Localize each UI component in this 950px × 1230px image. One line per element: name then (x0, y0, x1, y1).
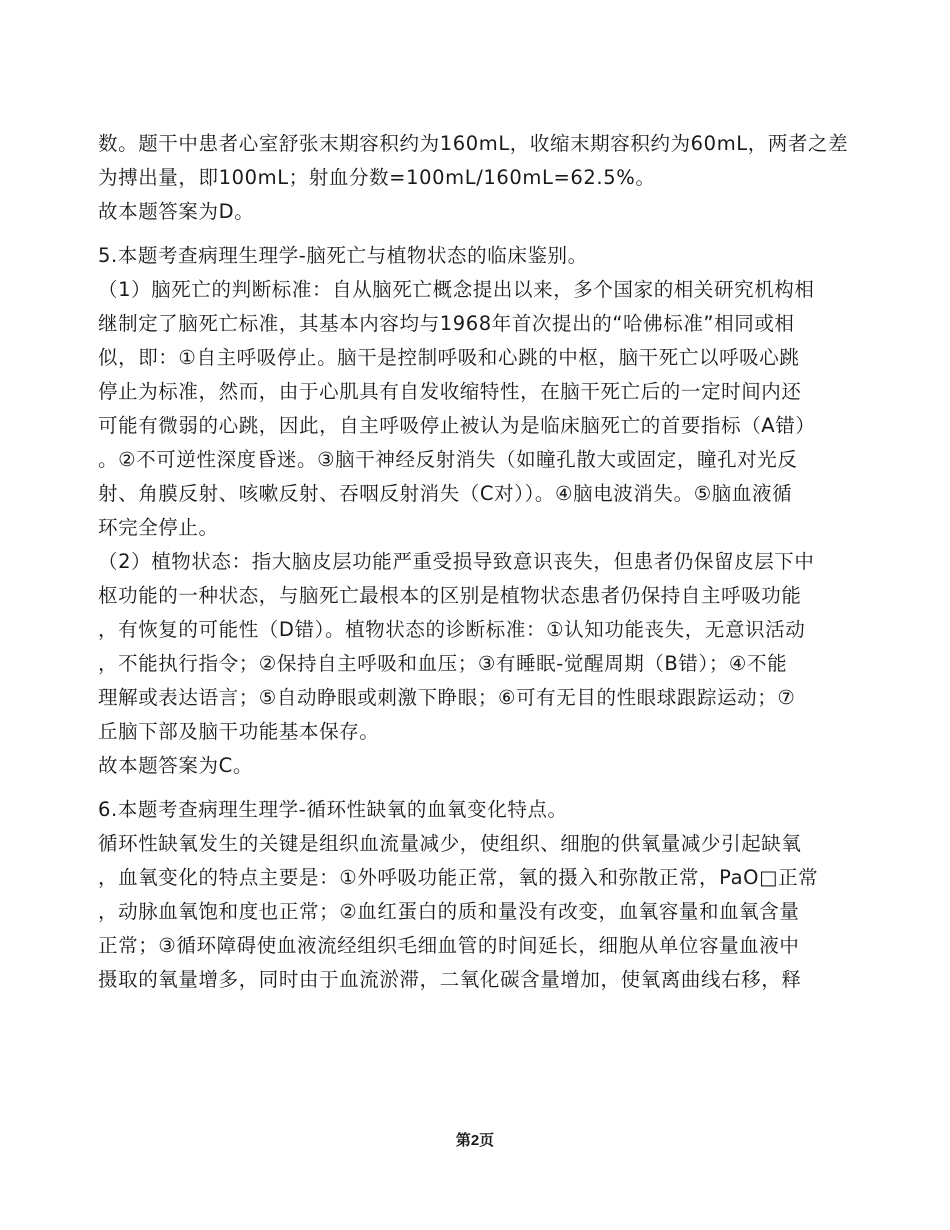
paragraph-gap (98, 229, 870, 239)
text-line: 环完全停止。 (98, 516, 219, 539)
section-heading: 6.本题考查病理生理学-循环性缺氧的血氧变化特点。 (98, 798, 568, 821)
text-line: 。②不可逆性深度昏迷。③脑干神经反射消失（如瞳孔散大或固定，瞳孔对光反 (98, 448, 798, 471)
text-line: 循环性缺氧发生的关键是组织血流量减少，使组织、细胞的供氧量减少引起缺氧 (98, 832, 802, 855)
paragraph-gap (98, 783, 870, 793)
text-line: 理解或表达语言；⑤自动睁眼或刺激下睁眼；⑥可有无目的性眼球跟踪运动；⑦ (98, 686, 796, 709)
document-body (98, 127, 870, 997)
text-line: 射、角膜反射、咳嗽反射、吞咽反射消失（C对））。④脑电波消失。⑤脑血液循 (98, 482, 793, 505)
text-line: 正常；③循环障碍使血液流经组织毛细血管的时间延长，细胞从单位容量血液中 (98, 934, 800, 957)
text-line: ，有恢复的可能性（D错）。植物状态的诊断标准：①认知功能丧失，无意识活动 (98, 618, 806, 641)
text-line: 似，即：①自主呼吸停止。脑干是控制呼吸和心跳的中枢，脑干死亡以呼吸心跳 (98, 346, 800, 369)
text-line: 可能有微弱的心跳，因此，自主呼吸停止被认为是临床脑死亡的首要指标（A错） (98, 414, 816, 437)
text-line: 丘脑下部及脑干功能基本保存。 (98, 720, 380, 743)
text-line: 摄取的氧量增多，同时由于血流淤滞，二氧化碳含量增加，使氧离曲线右移，释 (98, 968, 802, 991)
text-line: 继制定了脑死亡标准，其基本内容均与1968年首次提出的“哈佛标准”相同或相 (98, 312, 795, 335)
text-line: 故本题答案为D。 (98, 200, 255, 223)
page-number: 第2页 (455, 1132, 495, 1149)
text-line: 故本题答案为C。 (98, 754, 253, 777)
text-line: ，动脉血氧饱和度也正常；②血红蛋白的质和量没有改变，血氧容量和血氧含量 (98, 900, 800, 923)
text-line: 枢功能的一种状态，与脑死亡最根本的区别是植物状态患者仍保持自主呼吸功能 (98, 584, 802, 607)
section-heading: 5.本题考查病理生理学-脑死亡与植物状态的临床鉴别。 (98, 244, 588, 267)
text-line: （1）脑死亡的判断标准：自从脑死亡概念提出以来，多个国家的相关研究机构相 (98, 278, 815, 301)
text-line: 为搏出量，即100mL；射血分数=100mL/160mL=62.5%。 (98, 166, 656, 189)
text-line: 数。题干中患者心室舒张末期容积约为160mL，收缩末期容积约为60mL，两者之差 (98, 132, 849, 155)
text-line: ，不能执行指令；②保持自主呼吸和血压；③有睡眠-觉醒周期（B错）；④不能 (98, 652, 788, 675)
text-line: 停止为标准，然而，由于心肌具有自发收缩特性，在脑干死亡后的一定时间内还 (98, 380, 802, 403)
text-line: ，血氧变化的特点主要是：①外呼吸功能正常，氧的摄入和弥散正常，PaO□正常 (98, 866, 819, 889)
text-line: （2）植物状态：指大脑皮层功能严重受损导致意识丧失，但患者仍保留皮层下中 (98, 550, 815, 573)
